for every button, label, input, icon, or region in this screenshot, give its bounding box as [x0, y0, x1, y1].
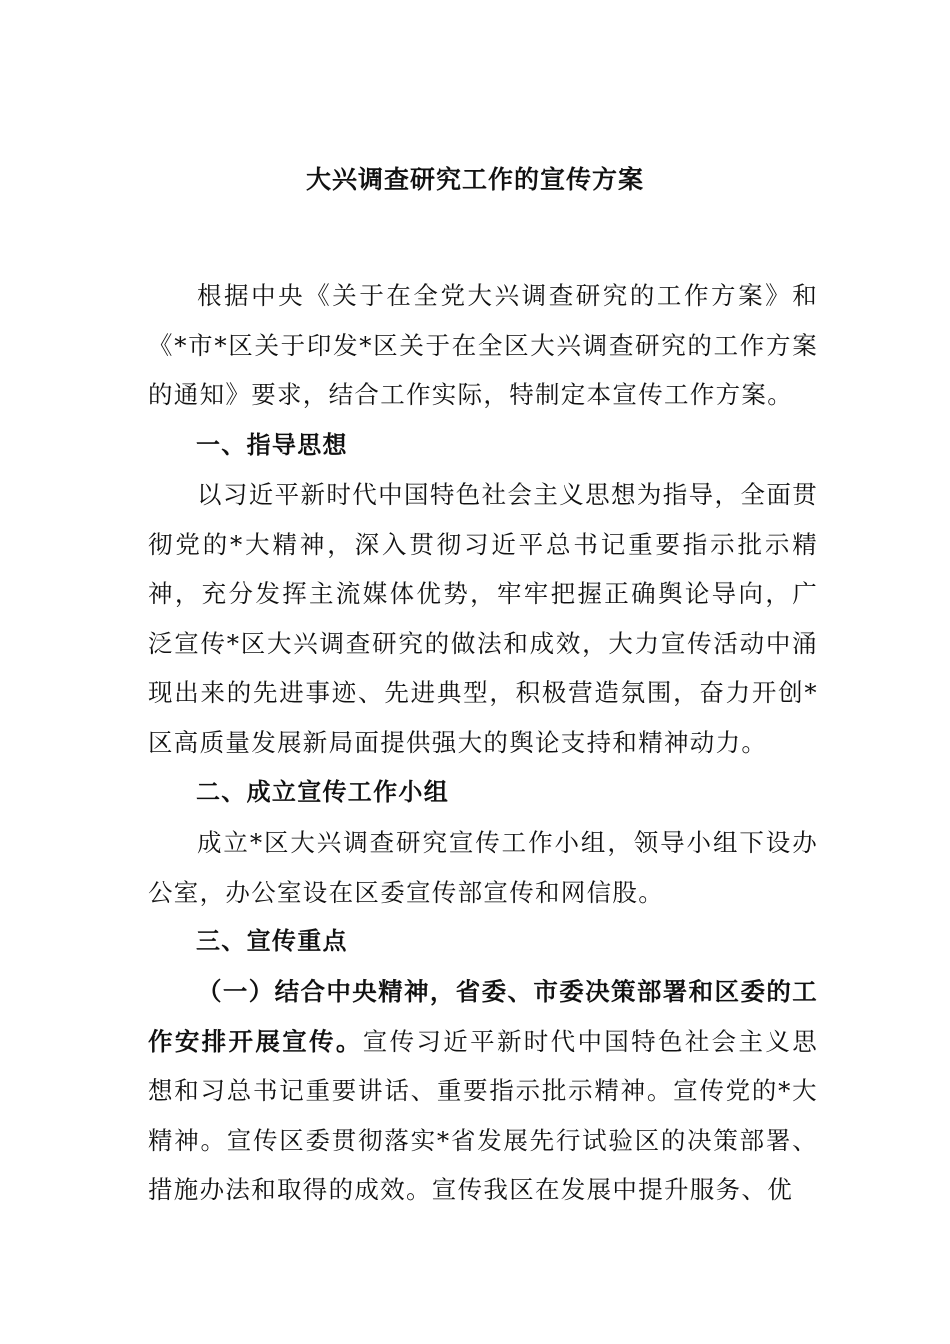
section-heading-guiding-thought: 一、指导思想 — [196, 431, 348, 459]
key-point-item-1 — [148, 967, 818, 1215]
section-body-working-group: 成立*区大兴调查研究宣传工作小组，领导小组下设办公室，办公室设在区委宣传部宣传和网信股。 — [148, 828, 818, 907]
intro-paragraph: 根据中央《关于在全党大兴调查研究的工作方案》和《*市*区关于印发*区关于在全区大兴调查研究的工作方案的通知》要求，结合工作实际，特制定本宣传工作方案。 — [148, 281, 818, 410]
section-heading-key-points: 三、宣传重点 — [196, 927, 348, 955]
section-body-guiding-thought: 以习近平新时代中国特色社会主义思想为指导，全面贯彻党的*大精神，深入贯彻习近平总书记重要指示批示精神，充分发挥主流媒体优势，牢牢把握正确舆论导向，广泛宣传*区大兴调查研究的做法和成效，大力宣传活动中涌现出来的先进事迹、先进典型，积极营造氛围，奋力开创*区高质量发展新局面提供强大的舆论支持和精神动力。 — [148, 480, 818, 757]
key-point-item-1-body: 宣传习近平新时代中国特色社会主义思想和习总书记重要讲话、重要指示批示精神。宣传党的*大精神。宣传区委贯彻落实*省发展先行试验区的决策部署、措施办法和取得的成效。宣传我区在发展中提升服务、优 — [148, 1026, 818, 1205]
section-heading-working-group: 二、成立宣传工作小组 — [196, 778, 449, 806]
key-point-item-1-lead: （一）结合中央精神，省委、市委决策部署和区委的工作安排开展宣传。 — [148, 977, 818, 1056]
document-title: 大兴调查研究工作的宣传方案 — [305, 165, 644, 194]
